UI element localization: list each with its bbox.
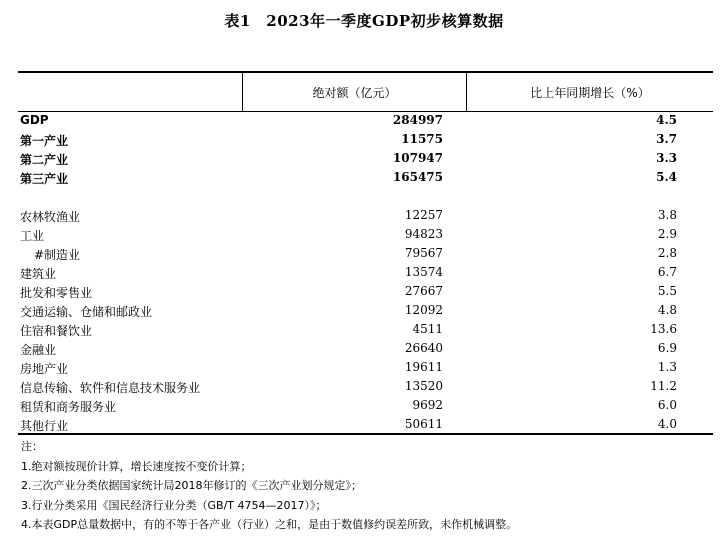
top-rule xyxy=(18,71,713,73)
row-value: 27667 xyxy=(404,284,443,298)
row-name: 第三产业 xyxy=(20,172,69,186)
row-value: 12092 xyxy=(404,303,443,317)
row-value: 19611 xyxy=(404,360,443,374)
row-growth: 6.0 xyxy=(657,398,677,412)
row-name: 其他行业 xyxy=(20,419,69,433)
header-absolute-value: 绝对额（亿元） xyxy=(312,86,397,100)
row-name: 金融业 xyxy=(20,343,57,357)
table-row xyxy=(20,322,680,341)
row-name: 住宿和餐饮业 xyxy=(20,324,93,338)
row-growth: 3.3 xyxy=(656,151,677,165)
row-value: 94823 xyxy=(404,227,443,241)
row-name: 第二产业 xyxy=(20,153,69,167)
table-row xyxy=(20,379,680,398)
row-growth: 4.8 xyxy=(657,303,677,317)
row-growth: 13.6 xyxy=(650,322,677,336)
table-row xyxy=(20,398,680,417)
row-name: 房地产业 xyxy=(20,362,69,376)
row-name: 信息传输、软件和信息技术服务业 xyxy=(20,381,201,395)
note-item: 1.绝对额按现价计算，增长速度按不变价计算； xyxy=(21,459,252,473)
table-row xyxy=(20,360,680,379)
row-value: 13574 xyxy=(404,265,443,279)
row-name: 租赁和商务服务业 xyxy=(20,400,117,414)
table-row xyxy=(20,113,680,132)
row-value: 50611 xyxy=(404,417,443,431)
row-name: 工业 xyxy=(20,229,45,243)
row-growth: 4.5 xyxy=(656,113,677,127)
row-value: 12257 xyxy=(404,208,443,222)
table-row xyxy=(20,170,680,189)
row-value: 11575 xyxy=(401,132,443,146)
table-row xyxy=(20,303,680,322)
note-item: 4.本表GDP总量数据中，有的不等于各产业（行业）之和，是由于数值修约误差所致，未作机械调整。 xyxy=(21,518,518,531)
table-notes xyxy=(21,437,517,535)
row-growth: 3.7 xyxy=(656,132,677,146)
row-growth: 11.2 xyxy=(650,379,677,393)
row-name: 农林牧渔业 xyxy=(20,210,81,224)
row-name: 建筑业 xyxy=(20,267,57,281)
row-name: 交通运输、仓储和邮政业 xyxy=(20,305,153,319)
table-row xyxy=(20,151,680,170)
row-value: 13520 xyxy=(404,379,443,393)
header-rule xyxy=(18,111,713,112)
table-row xyxy=(20,417,680,436)
table-row xyxy=(20,246,680,265)
header-growth-rate: 比上年同期增长（%） xyxy=(530,86,650,100)
table-row xyxy=(20,132,680,151)
table-row xyxy=(20,265,680,284)
row-name: GDP xyxy=(20,113,49,127)
row-value: 26640 xyxy=(404,341,443,355)
row-growth: 1.3 xyxy=(657,360,677,374)
table-row xyxy=(20,284,680,303)
table-title: 表1 2023年一季度GDP初步核算数据 xyxy=(224,12,504,30)
note-item: 2.三次产业分类依据国家统计局2018年修订的《三次产业划分规定》； xyxy=(21,479,362,492)
table-row xyxy=(20,227,680,246)
row-value: 165475 xyxy=(392,170,443,184)
row-value: 4511 xyxy=(412,322,443,336)
row-growth: 4.0 xyxy=(657,417,677,431)
row-growth: 6.7 xyxy=(657,265,677,279)
row-growth: 6.9 xyxy=(657,341,677,355)
note-item: 3.行业分类采用《国民经济行业分类（GB/T 4754—2017）》； xyxy=(21,498,327,512)
notes-heading: 注： xyxy=(21,440,43,453)
row-growth: 2.9 xyxy=(657,227,677,241)
row-value: 9692 xyxy=(412,398,443,412)
row-growth: 5.4 xyxy=(656,170,677,184)
row-value: 284997 xyxy=(392,113,443,127)
row-name: 批发和零售业 xyxy=(20,286,93,300)
row-growth: 3.8 xyxy=(657,208,677,222)
row-name: 第一产业 xyxy=(20,134,69,148)
table-row xyxy=(20,208,680,227)
row-name: #制造业 xyxy=(34,248,81,262)
table-row xyxy=(20,341,680,360)
row-growth: 2.8 xyxy=(657,246,677,260)
row-growth: 5.5 xyxy=(657,284,677,298)
row-value: 79567 xyxy=(404,246,443,260)
row-value: 107947 xyxy=(392,151,443,165)
